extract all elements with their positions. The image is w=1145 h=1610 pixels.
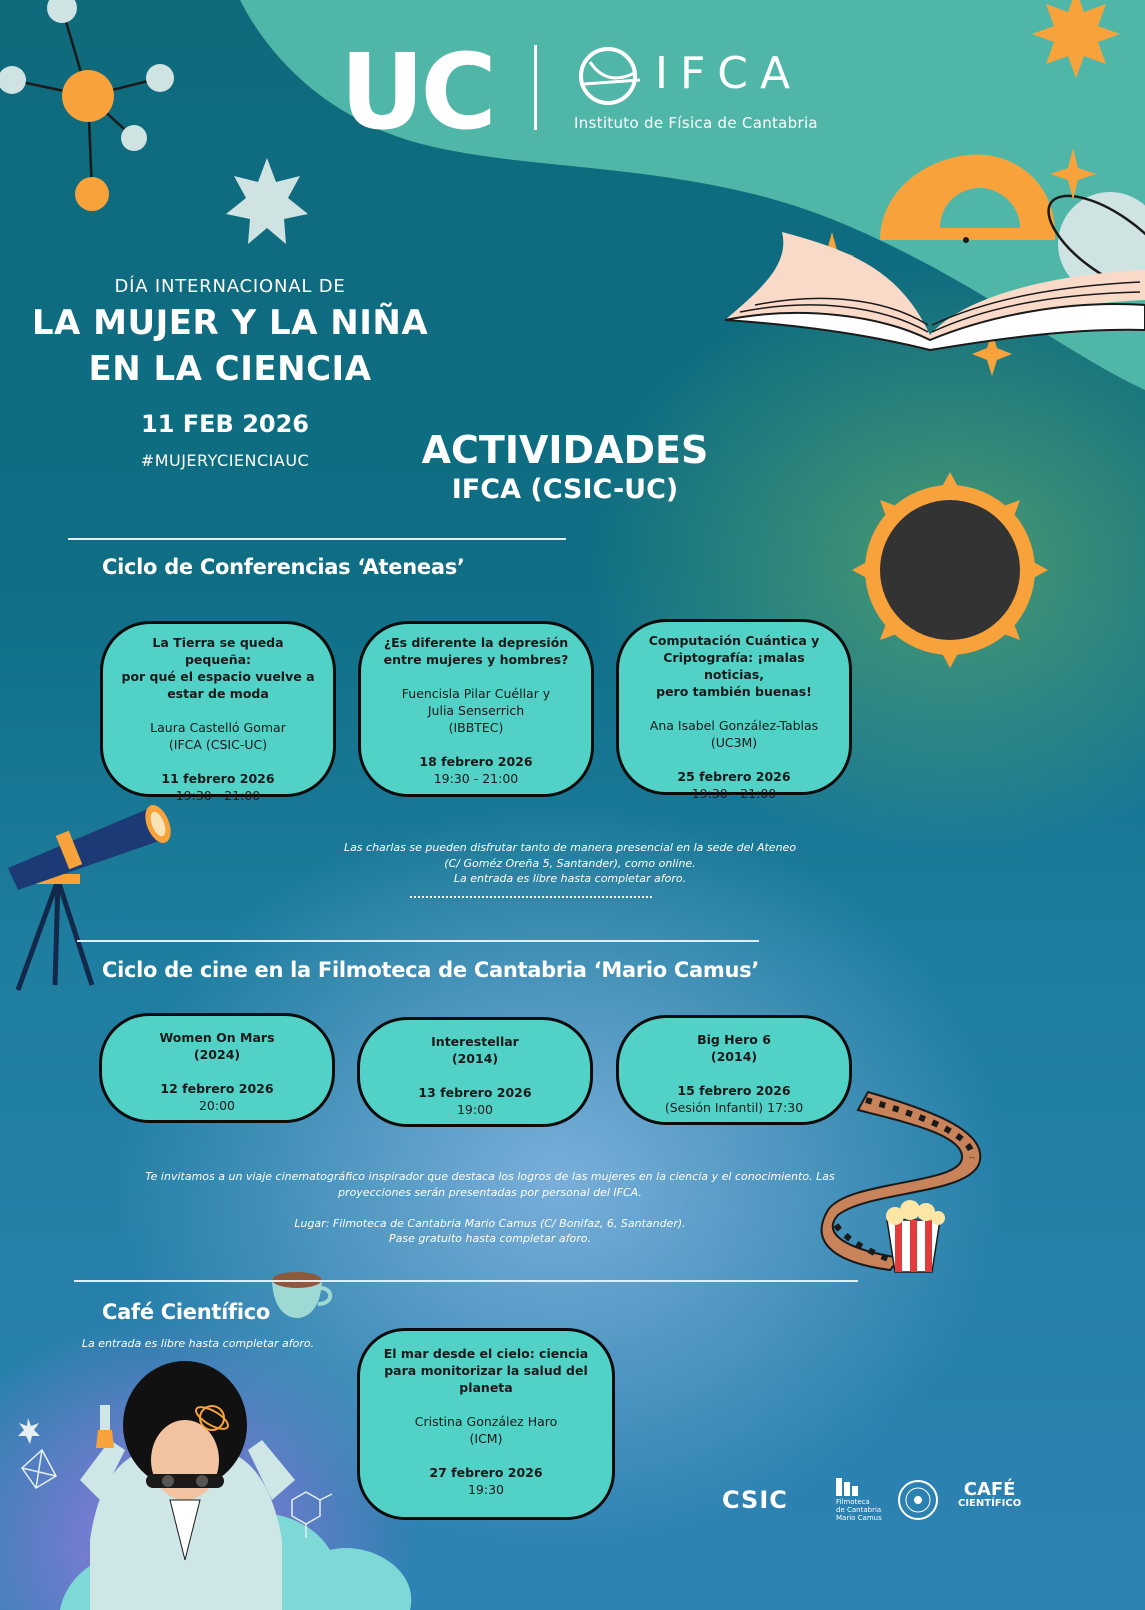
talk-time: 19:30 xyxy=(467,1482,505,1497)
dotted-divider xyxy=(410,896,652,898)
event-title-line: LA MUJER Y LA NIÑA xyxy=(31,303,429,343)
filmoteca-logo-line: Filmoteca xyxy=(836,1498,870,1506)
talk-speaker xyxy=(637,717,831,751)
talk-date: 11 febrero 2026 xyxy=(161,771,275,786)
film-card xyxy=(99,1013,335,1123)
filmoteca-logo-icon xyxy=(836,1478,858,1496)
eclipse-icon xyxy=(852,472,1048,668)
film-date: 15 febrero 2026 xyxy=(677,1083,791,1098)
film-title: Interestellar xyxy=(431,1034,519,1049)
activities-subtitle: IFCA (CSIC-UC) xyxy=(451,474,679,505)
scientist-illustration xyxy=(80,1361,295,1610)
note-line: proyecciones serán presentadas por personal del IFCA. xyxy=(338,1185,642,1199)
filmoteca-logo xyxy=(836,1498,882,1522)
film-card xyxy=(357,1017,593,1127)
talk-time: 19:30 - 21:00 xyxy=(175,788,261,803)
film-time: (Sesión Infantil) 17:30 xyxy=(664,1100,804,1115)
note-line: La entrada es libre hasta completar aforo. xyxy=(453,872,687,885)
talk-title-line: Computación Cuántica y xyxy=(648,633,820,648)
film-year: (2014) xyxy=(710,1049,758,1064)
talk-speaker-line: Laura Castelló Gomar xyxy=(150,720,286,735)
cafe-note: La entrada es libre hasta completar aforo. xyxy=(81,1337,315,1350)
talk-title-line: por qué el espacio vuelve a xyxy=(121,669,315,684)
film-date: 13 febrero 2026 xyxy=(418,1085,532,1100)
note-line: (C/ Goméz Oreña 5, Santander), como online. xyxy=(444,856,696,870)
talk-title xyxy=(121,634,315,702)
talk-speaker-line: Cristina González Haro xyxy=(414,1414,558,1429)
film-title: Big Hero 6 xyxy=(697,1032,771,1047)
cafe-title: Café Científico xyxy=(102,1300,271,1324)
talk-speaker-line: Julia Senserrich xyxy=(427,703,525,718)
section-divider xyxy=(68,538,566,540)
talk-title-line: La Tierra se queda pequeña: xyxy=(152,635,284,667)
talk-title xyxy=(637,632,831,700)
talk-speaker xyxy=(379,685,573,736)
activities-title: ACTIVIDADES xyxy=(421,428,709,472)
talk-time: 19:30 - 21:00 xyxy=(433,771,519,786)
talk-speaker-line: Ana Isabel González-Tablas xyxy=(649,718,819,733)
film-time: 20:00 xyxy=(198,1098,236,1113)
cafe-cientifico-logo xyxy=(958,1479,1022,1509)
talk-title-line: estar de moda xyxy=(167,686,269,701)
conferences-title: Ciclo de Conferencias ‘Ateneas’ xyxy=(102,555,465,579)
film-date: 12 febrero 2026 xyxy=(160,1081,274,1096)
talk-date: 25 febrero 2026 xyxy=(677,769,791,784)
cinema-note xyxy=(110,1169,870,1247)
star-icon xyxy=(226,158,308,244)
film-year: (2014) xyxy=(451,1051,499,1066)
talk-speaker xyxy=(380,1413,592,1447)
talk-time: 19:30 - 21:00 xyxy=(691,786,777,801)
talk-card xyxy=(358,621,594,797)
cinema-title: Ciclo de cine en la Filmoteca de Cantabria ‘Mario Camus’ xyxy=(102,958,760,982)
talk-title-line: pero también buenas! xyxy=(656,684,812,699)
ifca-logo: IFCA xyxy=(655,48,803,99)
film-card xyxy=(616,1015,852,1125)
popcorn-icon xyxy=(886,1200,945,1272)
event-hashtag: #MUJERYCIENCIAUC xyxy=(140,451,310,470)
talk-speaker-line: (IFCA (CSIC-UC) xyxy=(168,737,268,752)
uc-logo: UC xyxy=(340,31,493,153)
film-year: (2024) xyxy=(193,1047,241,1062)
section-divider xyxy=(74,1280,858,1282)
talk-title-line: Criptografía: ¡malas noticias, xyxy=(663,650,805,682)
talk-date: 27 febrero 2026 xyxy=(429,1465,543,1480)
section-divider xyxy=(77,940,759,942)
logo-divider xyxy=(534,45,537,130)
film-title: Women On Mars xyxy=(159,1030,275,1045)
event-date: 11 FEB 2026 xyxy=(141,410,309,438)
event-title xyxy=(20,300,440,392)
partner-seal-icon xyxy=(899,1481,937,1519)
cafe-logo-line: CAFÉ xyxy=(963,1479,1016,1500)
note-line: Lugar: Filmoteca de Cantabria Mario Camus (C/ Bonifaz, 6, Santander). xyxy=(294,1216,686,1230)
crystal-icon xyxy=(22,1450,56,1488)
note-line: Te invitamos a un viaje cinematográfico inspirador que destaca los logros de las mujeres en la ciencia y el conocimiento. Las xyxy=(145,1170,835,1183)
note-line: Las charlas se pueden disfrutar tanto de manera presencial en la sede del Ateneo xyxy=(343,841,797,854)
small-star-icon xyxy=(18,1418,40,1444)
talk-title xyxy=(379,634,573,668)
talk-card xyxy=(100,621,336,803)
talk-title-line: entre mujeres y hombres? xyxy=(383,652,569,667)
coffee-cup-icon xyxy=(272,1272,330,1318)
talk-title xyxy=(380,1345,592,1396)
talk-speaker-line: (ICM) xyxy=(469,1431,503,1446)
talk-card xyxy=(616,619,852,801)
talk-speaker xyxy=(121,719,315,753)
event-title-line: EN LA CIENCIA xyxy=(88,349,372,389)
talk-date: 18 febrero 2026 xyxy=(419,754,533,769)
talk-title-line: planeta xyxy=(459,1380,513,1395)
cafe-logo-line: CIENTÍFICO xyxy=(958,1498,1022,1509)
talk-speaker-line: (IBBTEC) xyxy=(448,720,504,735)
cafe-talk-card xyxy=(357,1328,615,1520)
talk-title-line: para monitorizar la salud del xyxy=(384,1363,588,1378)
talk-title-line: El mar desde el cielo: ciencia xyxy=(383,1346,589,1361)
molecule-icon xyxy=(0,0,174,211)
talk-title-line: ¿Es diferente la depresión xyxy=(383,635,569,650)
filmoteca-logo-line: Mario Camus xyxy=(836,1514,882,1522)
filmoteca-logo-line: de Cantabria xyxy=(836,1506,882,1514)
conferences-note xyxy=(250,840,890,887)
event-pre-title: DÍA INTERNACIONAL DE xyxy=(114,276,346,297)
talk-speaker-line: Fuencisla Pilar Cuéllar y xyxy=(401,686,551,701)
film-time: 19:00 xyxy=(456,1102,494,1117)
ifca-logo-subtitle: Instituto de Física de Cantabria xyxy=(574,114,818,132)
csic-logo: CSIC xyxy=(722,1486,788,1514)
note-line: Pase gratuito hasta completar aforo. xyxy=(389,1232,591,1245)
talk-speaker-line: (UC3M) xyxy=(710,735,758,750)
